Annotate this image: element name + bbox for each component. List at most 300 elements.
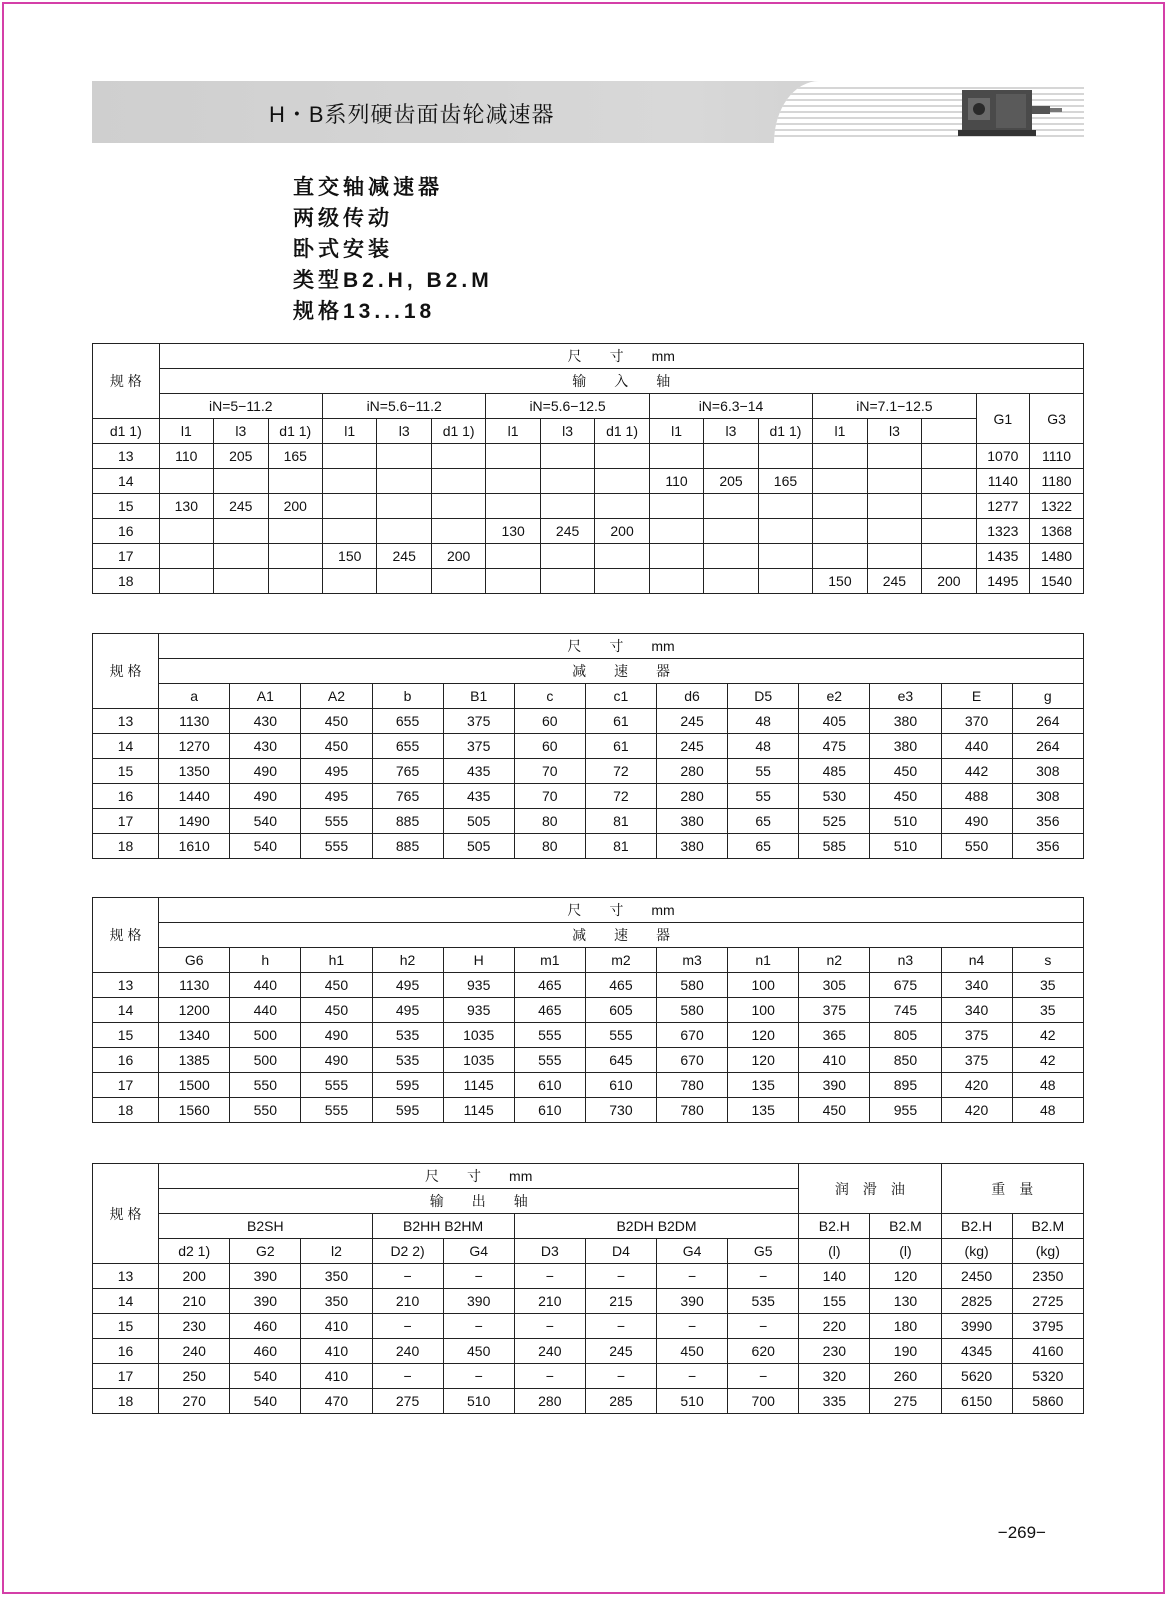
table-cell: − <box>443 1314 514 1339</box>
table-cell: 670 <box>657 1048 728 1073</box>
table-cell: 1323 <box>976 519 1029 544</box>
table-cell: 535 <box>372 1023 443 1048</box>
spec-cell: 15 <box>93 494 160 519</box>
table-cell <box>758 519 812 544</box>
table-cell: 490 <box>941 809 1012 834</box>
table-cell: 61 <box>585 709 656 734</box>
table-cell: 70 <box>514 784 585 809</box>
table-cell: 510 <box>657 1389 728 1414</box>
table-cell: − <box>728 1364 799 1389</box>
table-cell: 285 <box>585 1389 656 1414</box>
table-cell <box>704 444 758 469</box>
table-cell: 460 <box>230 1314 301 1339</box>
column-header: G4 <box>657 1239 728 1264</box>
table-cell: 1145 <box>443 1073 514 1098</box>
table-cell: 605 <box>585 998 656 1023</box>
table-cell: 442 <box>941 759 1012 784</box>
table-cell: 555 <box>301 1073 372 1098</box>
table-cell <box>922 544 976 569</box>
table-cell: 60 <box>514 734 585 759</box>
table-row <box>93 734 1084 759</box>
table-cell: 365 <box>799 1023 870 1048</box>
table-cell: 495 <box>372 973 443 998</box>
table-cell: − <box>372 1364 443 1389</box>
table-cell: 375 <box>443 709 514 734</box>
table-cell: 585 <box>799 834 870 859</box>
table-cell: 780 <box>657 1073 728 1098</box>
oil-type-header: B2.H <box>799 1214 870 1239</box>
table-cell: 390 <box>799 1073 870 1098</box>
table-cell <box>268 469 322 494</box>
table-cell <box>322 569 376 594</box>
table-cell: 1440 <box>159 784 230 809</box>
table-cell: 535 <box>372 1048 443 1073</box>
table-cell: − <box>443 1264 514 1289</box>
table-cell: 885 <box>372 834 443 859</box>
group-header-b2sh: B2SH <box>159 1214 372 1239</box>
table-cell: 350 <box>301 1264 372 1289</box>
table-cell: 1480 <box>1030 544 1084 569</box>
table-cell: 490 <box>230 759 301 784</box>
column-header: n1 <box>728 948 799 973</box>
table-cell: 210 <box>159 1289 230 1314</box>
table-cell: 245 <box>540 519 594 544</box>
spec-cell: 15 <box>93 1314 159 1339</box>
header-banner <box>92 81 1084 143</box>
table-cell: 935 <box>443 998 514 1023</box>
table-cell: 1322 <box>1030 494 1084 519</box>
table-cell: 1130 <box>159 973 230 998</box>
table-cell: 340 <box>941 998 1012 1023</box>
table-cell: 510 <box>443 1389 514 1414</box>
spec-cell: 14 <box>93 734 159 759</box>
table-cell: − <box>514 1264 585 1289</box>
table-cell: 1500 <box>159 1073 230 1098</box>
table-cell: 200 <box>431 544 485 569</box>
column-header: l3 <box>214 419 268 444</box>
column-header: l3 <box>377 419 431 444</box>
table-cell <box>540 469 594 494</box>
table-row <box>93 469 1084 494</box>
table-cell: − <box>514 1364 585 1389</box>
column-header: d1 1) <box>93 419 160 444</box>
spec-cell: 17 <box>93 1073 159 1098</box>
column-header: A1 <box>230 684 301 709</box>
table-cell: 450 <box>301 709 372 734</box>
table-cell <box>813 469 867 494</box>
table-cell <box>486 469 540 494</box>
table-cell: 48 <box>1012 1098 1083 1123</box>
table-cell: 380 <box>657 809 728 834</box>
table-cell: 65 <box>728 809 799 834</box>
table-cell: 2350 <box>1012 1264 1083 1289</box>
table-cell: 120 <box>728 1048 799 1073</box>
table-cell: 440 <box>230 998 301 1023</box>
table-cell: 275 <box>870 1389 941 1414</box>
table-cell: 580 <box>657 998 728 1023</box>
table-cell: 215 <box>585 1289 656 1314</box>
column-header: G6 <box>159 948 230 973</box>
table-cell: 130 <box>486 519 540 544</box>
spec-cell: 15 <box>93 759 159 784</box>
table-cell <box>649 494 703 519</box>
table-cell: 120 <box>728 1023 799 1048</box>
subheading <box>293 172 493 327</box>
table-cell: 135 <box>728 1073 799 1098</box>
table-cell <box>322 519 376 544</box>
table-cell: 150 <box>322 544 376 569</box>
table-cell: 1560 <box>159 1098 230 1123</box>
table-cell: 245 <box>585 1339 656 1364</box>
weight-header: 重 量 <box>941 1164 1083 1214</box>
table-cell: 200 <box>268 494 322 519</box>
table-cell: 510 <box>870 834 941 859</box>
ratio-group-header: iN=6.3−14 <box>649 394 812 419</box>
spec-cell: 17 <box>93 544 160 569</box>
table-cell <box>922 444 976 469</box>
table-cell: 420 <box>941 1098 1012 1123</box>
column-header: d1 1) <box>758 419 812 444</box>
table-row <box>93 834 1084 859</box>
table-row <box>93 1098 1084 1123</box>
column-header: G2 <box>230 1239 301 1264</box>
table-cell: 200 <box>595 519 649 544</box>
section-header: 输 出 轴 <box>159 1189 799 1214</box>
table-cell <box>322 494 376 519</box>
table-cell <box>540 544 594 569</box>
table-cell: 500 <box>230 1023 301 1048</box>
table-cell: 2725 <box>1012 1289 1083 1314</box>
table-cell: 5320 <box>1012 1364 1083 1389</box>
column-header: e2 <box>799 684 870 709</box>
table-cell: 550 <box>941 834 1012 859</box>
table-cell: 3990 <box>941 1314 1012 1339</box>
table-cell: 245 <box>657 734 728 759</box>
table-row <box>93 1289 1084 1314</box>
table-cell: 465 <box>585 973 656 998</box>
table-cell <box>649 569 703 594</box>
column-header: d1 1) <box>431 419 485 444</box>
table-cell: 210 <box>372 1289 443 1314</box>
table-cell: 470 <box>301 1389 372 1414</box>
table-cell: 275 <box>372 1389 443 1414</box>
table-cell: − <box>372 1314 443 1339</box>
table-row <box>93 784 1084 809</box>
table-cell <box>867 444 921 469</box>
table-cell: 2450 <box>941 1264 1012 1289</box>
table-cell: 240 <box>372 1339 443 1364</box>
table-cell: 48 <box>1012 1073 1083 1098</box>
table-cell <box>486 569 540 594</box>
table-cell <box>813 519 867 544</box>
table-cell: 540 <box>230 1389 301 1414</box>
table-cell: 655 <box>372 709 443 734</box>
table-cell <box>377 494 431 519</box>
column-header: n3 <box>870 948 941 973</box>
spec-cell: 18 <box>93 1098 159 1123</box>
column-header: h2 <box>372 948 443 973</box>
table-cell: 535 <box>728 1289 799 1314</box>
table-cell: 505 <box>443 834 514 859</box>
table-cell: 450 <box>301 998 372 1023</box>
table-cell: 280 <box>514 1389 585 1414</box>
table-cell: 540 <box>230 1364 301 1389</box>
table-cell <box>159 519 213 544</box>
table-cell: 230 <box>799 1339 870 1364</box>
table-cell: 110 <box>159 444 213 469</box>
table-cell <box>922 469 976 494</box>
table-cell: 340 <box>941 973 1012 998</box>
column-header: d1 1) <box>595 419 649 444</box>
table-cell: 350 <box>301 1289 372 1314</box>
table-cell: 280 <box>657 759 728 784</box>
column-header: b <box>372 684 443 709</box>
table-cell: 765 <box>372 784 443 809</box>
table-cell <box>214 469 268 494</box>
table-cell: 780 <box>657 1098 728 1123</box>
table-cell: 165 <box>758 469 812 494</box>
table-cell: 595 <box>372 1098 443 1123</box>
table-cell <box>431 469 485 494</box>
table-cell: 885 <box>372 809 443 834</box>
table-row <box>93 1073 1084 1098</box>
table-row <box>93 1048 1084 1073</box>
table-cell <box>922 494 976 519</box>
subheading-line: 规格13...18 <box>293 300 436 323</box>
table-cell: 250 <box>159 1364 230 1389</box>
table-row <box>93 1023 1084 1048</box>
table-cell: 80 <box>514 834 585 859</box>
table-cell: 610 <box>514 1098 585 1123</box>
column-header: l1 <box>813 419 867 444</box>
table-cell: 72 <box>585 784 656 809</box>
table-cell: 540 <box>230 809 301 834</box>
table-cell: 475 <box>799 734 870 759</box>
spec-cell: 16 <box>93 1339 159 1364</box>
table-cell: 305 <box>799 973 870 998</box>
table-cell: 610 <box>514 1073 585 1098</box>
table-cell: 35 <box>1012 998 1083 1023</box>
table-cell <box>159 469 213 494</box>
table-cell: 450 <box>870 759 941 784</box>
table-cell: 205 <box>214 444 268 469</box>
table-cell <box>486 494 540 519</box>
column-header: l3 <box>540 419 594 444</box>
table-cell: 450 <box>301 973 372 998</box>
output-shaft-table <box>92 1163 1084 1414</box>
table-cell: 488 <box>941 784 1012 809</box>
table-cell: 1035 <box>443 1023 514 1048</box>
table-cell: 135 <box>728 1098 799 1123</box>
table-cell: 390 <box>443 1289 514 1314</box>
table-cell: 130 <box>159 494 213 519</box>
table-cell <box>758 544 812 569</box>
table-cell <box>377 444 431 469</box>
table-cell: − <box>728 1264 799 1289</box>
table-cell <box>268 519 322 544</box>
table-cell: 320 <box>799 1364 870 1389</box>
table-row <box>93 544 1084 569</box>
weight-type-header: B2.M <box>1012 1214 1083 1239</box>
table-cell: 356 <box>1012 809 1083 834</box>
table-row <box>93 494 1084 519</box>
table-cell: 200 <box>159 1264 230 1289</box>
table-cell <box>377 569 431 594</box>
table-cell: − <box>657 1364 728 1389</box>
table-cell: 805 <box>870 1023 941 1048</box>
column-header: c <box>514 684 585 709</box>
table-cell <box>214 569 268 594</box>
table-cell: 100 <box>728 973 799 998</box>
table-cell: 165 <box>268 444 322 469</box>
table-row <box>93 444 1084 469</box>
spec-header: 规 格 <box>93 898 159 973</box>
table-cell: 264 <box>1012 734 1083 759</box>
section-header: 减 速 器 <box>159 659 1084 684</box>
table-cell: 410 <box>799 1048 870 1073</box>
table-cell <box>595 469 649 494</box>
table-cell: 6150 <box>941 1389 1012 1414</box>
spec-header: 规 格 <box>93 634 159 709</box>
table-cell: 375 <box>941 1048 1012 1073</box>
table-cell: 240 <box>159 1339 230 1364</box>
table-cell <box>758 569 812 594</box>
table-cell <box>540 444 594 469</box>
table-cell: 1270 <box>159 734 230 759</box>
column-header: n4 <box>941 948 1012 973</box>
spec-cell: 13 <box>93 973 159 998</box>
table-row <box>93 1339 1084 1364</box>
column-header: l1 <box>322 419 376 444</box>
column-header: D2 2) <box>372 1239 443 1264</box>
table-cell: 550 <box>230 1098 301 1123</box>
table-cell: 1070 <box>976 444 1029 469</box>
table-cell <box>595 494 649 519</box>
table-cell <box>813 544 867 569</box>
table-cell: 1200 <box>159 998 230 1023</box>
subheading-line: 直交轴减速器 <box>293 176 443 199</box>
table-row <box>93 1389 1084 1414</box>
table-cell: 356 <box>1012 834 1083 859</box>
weight-type-header: B2.H <box>941 1214 1012 1239</box>
table-cell: 390 <box>657 1289 728 1314</box>
table-cell: − <box>585 1264 656 1289</box>
table-cell <box>867 544 921 569</box>
table-cell: 220 <box>799 1314 870 1339</box>
table-cell: 110 <box>649 469 703 494</box>
table-row <box>93 809 1084 834</box>
spec-cell: 14 <box>93 469 160 494</box>
table-cell: − <box>585 1364 656 1389</box>
table-cell: 500 <box>230 1048 301 1073</box>
table-cell: 190 <box>870 1339 941 1364</box>
column-header: d2 1) <box>159 1239 230 1264</box>
banner-stripes <box>774 81 1084 143</box>
column-header: c1 <box>585 684 656 709</box>
table-cell: 270 <box>159 1389 230 1414</box>
table-cell: 620 <box>728 1339 799 1364</box>
table-cell: 230 <box>159 1314 230 1339</box>
spec-cell: 14 <box>93 1289 159 1314</box>
table-cell: − <box>657 1314 728 1339</box>
column-header: l2 <box>301 1239 372 1264</box>
table-cell: 420 <box>941 1073 1012 1098</box>
table-cell: 390 <box>230 1289 301 1314</box>
table-cell: 450 <box>870 784 941 809</box>
table-cell: 580 <box>657 973 728 998</box>
ratio-group-header: iN=5.6−12.5 <box>486 394 649 419</box>
table-cell: 1610 <box>159 834 230 859</box>
table-cell: 610 <box>585 1073 656 1098</box>
unit-header: (l) <box>799 1239 870 1264</box>
spec-header: 规 格 <box>93 1164 159 1264</box>
table-cell: 645 <box>585 1048 656 1073</box>
table-cell <box>867 469 921 494</box>
table-cell: 1130 <box>159 709 230 734</box>
table-cell: 465 <box>514 973 585 998</box>
table-cell: 670 <box>657 1023 728 1048</box>
table-cell <box>595 544 649 569</box>
unit-header: (kg) <box>1012 1239 1083 1264</box>
table-cell: 540 <box>230 834 301 859</box>
page-title: H・B系列硬齿面齿轮减速器 <box>269 102 555 127</box>
table-cell: 555 <box>301 834 372 859</box>
column-header: g <box>1012 684 1083 709</box>
subheading-line: 两级传动 <box>293 207 393 230</box>
table-cell <box>922 519 976 544</box>
column-header: e3 <box>870 684 941 709</box>
table-cell: 410 <box>301 1339 372 1364</box>
spec-cell: 13 <box>93 709 159 734</box>
table-cell: 4160 <box>1012 1339 1083 1364</box>
table-cell: 1277 <box>976 494 1029 519</box>
column-header: a <box>159 684 230 709</box>
table-cell: 140 <box>799 1264 870 1289</box>
table-cell: 495 <box>301 784 372 809</box>
table-cell <box>704 494 758 519</box>
table-cell: 450 <box>799 1098 870 1123</box>
table-cell: 1145 <box>443 1098 514 1123</box>
column-header: l1 <box>649 419 703 444</box>
table-cell: 100 <box>728 998 799 1023</box>
table-cell: 510 <box>870 809 941 834</box>
table-cell: 180 <box>870 1314 941 1339</box>
table-cell: 550 <box>230 1073 301 1098</box>
ratio-group-header: iN=5.6−11.2 <box>322 394 485 419</box>
table-row <box>93 1264 1084 1289</box>
group-header-b2dh: B2DH B2DM <box>514 1214 799 1239</box>
table-cell: 200 <box>922 569 976 594</box>
spec-cell: 16 <box>93 1048 159 1073</box>
table-cell <box>268 544 322 569</box>
table-cell: 1490 <box>159 809 230 834</box>
table-cell: 435 <box>443 784 514 809</box>
table-cell: 55 <box>728 784 799 809</box>
table-cell: 675 <box>870 973 941 998</box>
table-cell <box>867 494 921 519</box>
table-cell: 42 <box>1012 1023 1083 1048</box>
table-cell: 700 <box>728 1389 799 1414</box>
ratio-group-header: iN=7.1−12.5 <box>813 394 976 419</box>
table-cell <box>649 544 703 569</box>
table-cell: − <box>585 1314 656 1339</box>
table-cell <box>486 444 540 469</box>
table-cell: 240 <box>514 1339 585 1364</box>
table-cell: 70 <box>514 759 585 784</box>
table-cell: 245 <box>657 709 728 734</box>
table-row <box>93 759 1084 784</box>
group-header-b2hh: B2HH B2HM <box>372 1214 514 1239</box>
